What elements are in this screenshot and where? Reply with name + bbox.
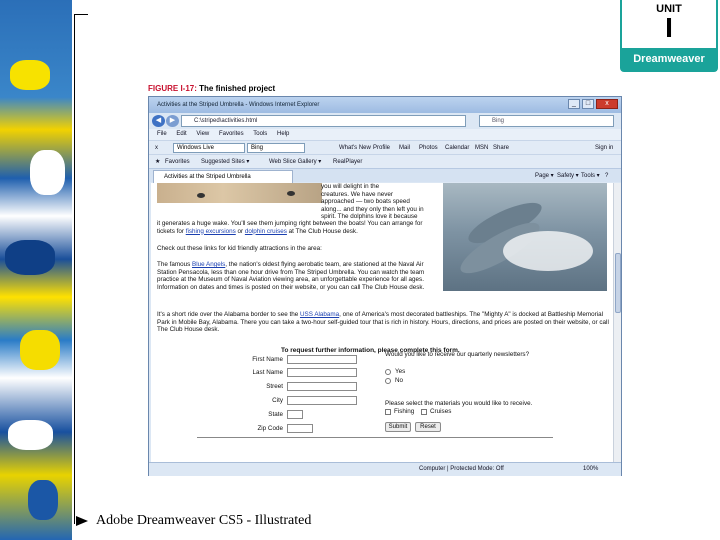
menu-file[interactable]: File	[157, 131, 167, 137]
favorites-button[interactable]: Favorites	[165, 159, 190, 165]
fishing-checkbox[interactable]	[385, 409, 391, 415]
help-icon[interactable]: ?	[605, 173, 609, 179]
mail-link[interactable]: Mail	[399, 145, 411, 151]
cruises-label: Cruises	[430, 408, 452, 415]
calendar-link[interactable]: Calendar	[445, 145, 470, 151]
beach-photo	[157, 183, 322, 203]
forward-icon[interactable]: ▶	[166, 115, 179, 127]
column-line: creatures. We have never	[321, 190, 393, 198]
newsletter-no-label: No	[395, 377, 404, 384]
page-menu[interactable]: Page ▾	[535, 173, 554, 179]
city-label: City	[272, 397, 283, 404]
materials-question: Please select the materials you would like to receive.	[385, 400, 533, 407]
security-zone-text: Computer | Protected Mode: Off	[419, 466, 504, 472]
unit-badge	[620, 0, 718, 87]
browser-window	[148, 96, 622, 476]
window-controls	[568, 99, 618, 109]
dolphin-photo	[443, 183, 607, 291]
unit-title: Dreamweaver CS5	[622, 48, 716, 70]
web-slice-gallery-link[interactable]: Web Slice Gallery ▾	[269, 159, 322, 165]
unit-number: I	[665, 12, 673, 43]
favorites-bar	[149, 154, 621, 168]
menu-help[interactable]: Help	[276, 131, 290, 137]
address-bar[interactable]: C:\striped\activities.html	[181, 115, 466, 127]
paragraph-tickets: it generates a huge wake. You'll see them jumping right between the boats! You can arrange for tickets for fishing excursions or dolphin cruises at The Club House desk.	[157, 220, 423, 235]
footer-arrow-icon	[76, 516, 88, 526]
realplayer-link[interactable]: RealPlayer	[333, 159, 363, 165]
street-field[interactable]	[287, 382, 357, 391]
city-field[interactable]	[287, 396, 357, 405]
figure-title: The finished project	[199, 84, 276, 93]
bing-search-field[interactable]: Bing	[247, 143, 305, 153]
column-line: you will delight in the	[321, 183, 380, 190]
form-heading: To request further information, please complete this form.	[281, 347, 460, 354]
blue-angels-link[interactable]: Blue Angels	[192, 261, 226, 268]
menu-favorites[interactable]: Favorites	[218, 131, 244, 137]
address-row	[149, 113, 621, 129]
first-name-label: First Name	[252, 356, 283, 363]
slide-footer: Adobe Dreamweaver CS5 - Illustrated	[96, 513, 312, 528]
maximize-button[interactable]: □	[582, 99, 594, 109]
safety-menu[interactable]: Safety ▾	[557, 173, 579, 179]
back-icon[interactable]: ◀	[152, 115, 165, 127]
profile-link[interactable]: Profile	[373, 145, 391, 151]
zip-code-label: Zip Code	[257, 425, 283, 432]
reset-button[interactable]: Reset	[415, 422, 441, 432]
scrollbar-thumb[interactable]	[615, 253, 621, 313]
uss-alabama-link[interactable]: USS Alabama	[299, 311, 340, 318]
window-titlebar	[149, 97, 621, 113]
fishing-label: Fishing	[394, 408, 415, 415]
form-divider	[197, 437, 553, 438]
dolphin-cruises-link[interactable]: dolphin cruises	[244, 227, 287, 235]
paragraph-uss-alabama: It's a short ride over the Alabama border to see the USS Alabama, one of America's most decorated battleships. The "Mighty A" is docked at Battleship Memorial Park in Mobile Bay, Alabama. There you can take a two-hour self-guided tour that is rich in history. Hours, directions, and prices are posted on their website, or call The Club House desk.	[157, 311, 609, 333]
newsletter-no-radio[interactable]	[385, 378, 391, 384]
menu-edit[interactable]: Edit	[176, 131, 187, 137]
first-name-field[interactable]	[287, 355, 357, 364]
zoom-level[interactable]: 100%	[583, 466, 599, 472]
msn-link[interactable]: MSN	[475, 145, 489, 151]
close-button[interactable]: x	[596, 99, 618, 109]
search-input[interactable]: Bing	[479, 115, 614, 127]
menu-bar	[149, 129, 621, 140]
figure-number: FIGURE I-17:	[148, 84, 197, 93]
street-label: Street	[266, 383, 283, 390]
sign-in-link[interactable]: Sign in	[595, 145, 614, 151]
vertical-scrollbar[interactable]	[613, 183, 621, 462]
zip-code-field[interactable]	[287, 424, 313, 433]
last-name-label: Last Name	[252, 369, 283, 376]
decorative-paint-strip	[0, 0, 72, 540]
newsletter-yes-radio[interactable]	[385, 369, 391, 375]
windows-live-toolbar	[149, 140, 621, 154]
tools-menu[interactable]: Tools ▾	[581, 173, 600, 179]
page-viewport	[151, 183, 613, 462]
photos-link[interactable]: Photos	[419, 145, 438, 151]
dolphin-paragraph-column	[321, 183, 441, 221]
state-field[interactable]	[287, 410, 303, 419]
menu-view[interactable]: View	[196, 131, 210, 137]
corner-rule-vertical	[74, 14, 75, 524]
windows-live-field[interactable]: Windows Live	[173, 143, 245, 153]
status-bar	[149, 462, 621, 476]
paragraph-blue-angels: The famous Blue Angels, the nation's oldest flying aerobatic team, are stationed at the Naval Air Station Pensacola, less than one hour drive from The Striped Umbrella. You can watch the team practice at the Museum of Naval Aviation viewing area, an unforgettable experience for all ages. Information on dates and times is posted on their website, or you can call The Club House desk.	[157, 261, 425, 291]
state-label: State	[268, 411, 283, 418]
corner-rule-horizontal	[74, 14, 88, 15]
whats-new-link[interactable]: What's New	[339, 145, 371, 151]
newsletter-question: Would you like to receive our quarterly newsletters?	[385, 351, 530, 358]
favorites-star-icon[interactable]: ★	[155, 159, 161, 165]
unit-label: UNIT	[656, 3, 682, 15]
column-line: along... and they only then left you in	[321, 205, 424, 213]
column-line: spirit. The dolphins love it because	[321, 213, 418, 220]
suggested-sites-link[interactable]: Suggested Sites ▾	[201, 159, 250, 165]
active-tab[interactable]: Activities at the Striped Umbrella	[153, 170, 293, 183]
column-line: approached — two boats speed	[321, 198, 410, 205]
share-link[interactable]: Share	[493, 145, 510, 151]
tab-row	[149, 168, 621, 182]
window-title: Activities at the Striped Umbrella - Windows Internet Explorer	[157, 102, 320, 108]
last-name-field[interactable]	[287, 368, 357, 377]
menu-tools[interactable]: Tools	[253, 131, 268, 137]
cruises-checkbox[interactable]	[421, 409, 427, 415]
figure-caption	[148, 84, 275, 93]
paragraph-links-intro: Check out these links for kid friendly attractions in the area:	[157, 245, 322, 252]
fishing-excursions-link[interactable]: fishing excursions	[185, 227, 236, 235]
newsletter-yes-label: Yes	[395, 368, 406, 375]
submit-button[interactable]: Submit	[385, 422, 411, 432]
minimize-button[interactable]: _	[568, 99, 580, 109]
toolbar-close-icon[interactable]: x	[155, 145, 158, 151]
